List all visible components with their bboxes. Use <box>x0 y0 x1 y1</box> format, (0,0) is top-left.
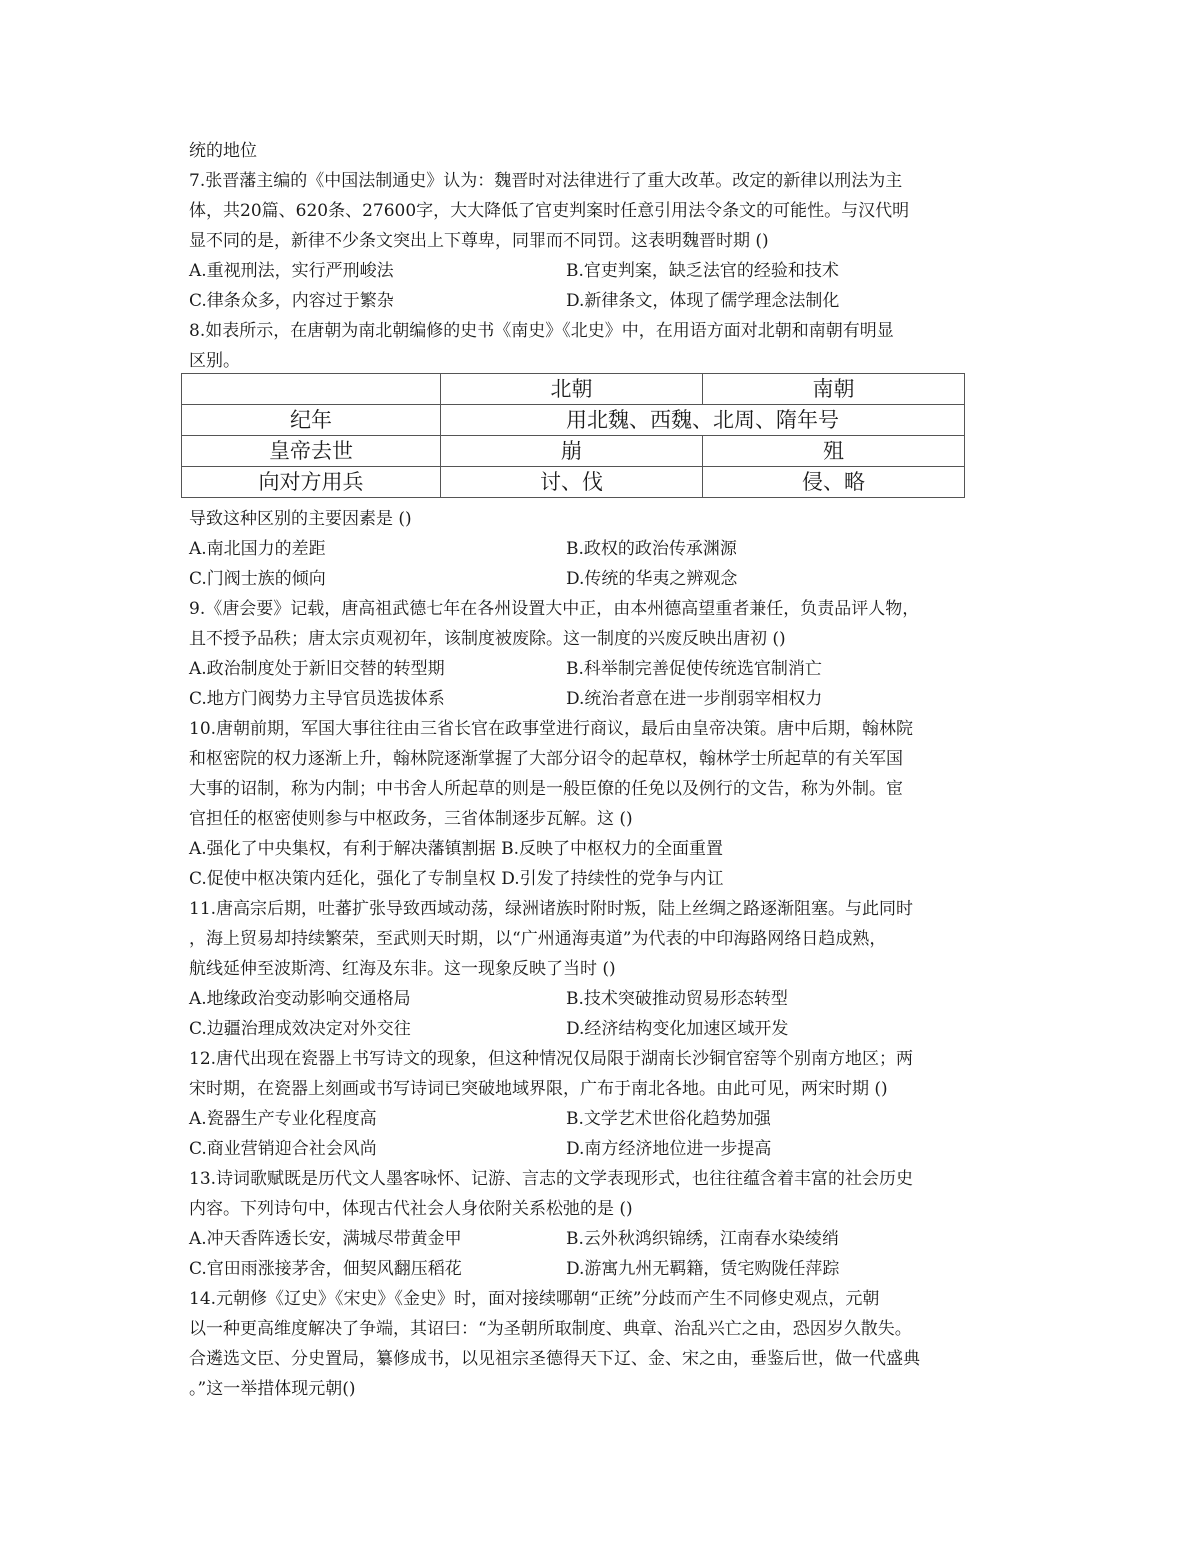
question-9-option-d: D.统治者意在进一步削弱宰相权力 <box>566 689 823 709</box>
table-row-label: 纪年 <box>182 405 441 436</box>
question-10-stem: 大事的诏制，称为内制；中书舍人所起草的则是一般臣僚的任免以及例行的文告，称为外制。宦 <box>189 779 903 799</box>
table-row <box>182 436 965 467</box>
question-12-stem: 宋时期，在瓷器上刻画或书写诗词已突破地域界限，广布于南北各地。由此可见，两宋时期 () <box>189 1079 888 1099</box>
question-11-option-c: C.边疆治理成效决定对外交往 <box>189 1019 411 1039</box>
question-10-stem: 10.唐朝前期，军国大事往往由三省长官在政事堂进行商议，最后由皇帝决策。唐中后期，翰林院 <box>189 719 914 739</box>
question-12-option-a: A.瓷器生产专业化程度高 <box>189 1109 377 1129</box>
question-11-stem: 11.唐高宗后期，吐蕃扩张导致西域动荡，绿洲诸族时附时叛，陆上丝绸之路逐渐阻塞。与此同时 <box>189 899 914 919</box>
question-10-options-ab: A.强化了中央集权，有利于解决藩镇割据 B.反映了中枢权力的全面重置 <box>189 839 723 859</box>
question-10-stem: 官担任的枢密使则参与中枢政务，三省体制逐步瓦解。这 () <box>189 809 633 829</box>
question-8-option-a: A.南北国力的差距 <box>189 539 326 559</box>
question-11-option-a: A.地缘政治变动影响交通格局 <box>189 989 411 1009</box>
question-8-option-b: B.政权的政治传承渊源 <box>566 539 737 559</box>
table-cell <box>182 374 441 405</box>
question-11-option-b: B.技术突破推动贸易形态转型 <box>566 989 788 1009</box>
text-line: 统的地位 <box>189 141 257 161</box>
comparison-table <box>181 373 965 498</box>
question-7-option-a: A.重视刑法，实行严刑峻法 <box>189 261 394 281</box>
question-14-stem: 。”这一举措体现元朝() <box>189 1379 356 1399</box>
question-10-stem: 和枢密院的权力逐渐上升，翰林院逐渐掌握了大部分诏令的起草权，翰林学士所起草的有关军国 <box>189 749 903 769</box>
question-11-stem: ，海上贸易却持续繁荣，至武则天时期，以“广州通海夷道”为代表的中印海路网络日趋成熟， <box>189 929 887 949</box>
question-7-option-b: B.官吏判案，缺乏法官的经验和技术 <box>566 261 839 281</box>
question-7-stem: 显不同的是，新律不少条文突出上下尊卑，同罪而不同罚。这表明魏晋时期 () <box>189 231 769 251</box>
question-13-option-c: C.官田雨涨接茅舍，佃契风翻压稻花 <box>189 1259 462 1279</box>
question-7-stem: 体，共20篇、620条、27600字，大大降低了官吏判案时任意引用法令条文的可能性。与汉代明 <box>189 201 910 221</box>
table-cell: 崩 <box>441 436 703 467</box>
question-14-stem: 14.元朝修《辽史》《宋史》《金史》时，面对接续哪朝“正统”分歧而产生不同修史观点，元朝 <box>189 1289 880 1309</box>
question-12-option-b: B.文学艺术世俗化趋势加强 <box>566 1109 771 1129</box>
question-13-option-b: B.云外秋鸿织锦绣，江南春水染绫绡 <box>566 1229 839 1249</box>
question-9-stem: 9.《唐会要》记载，唐高祖武德七年在各州设置大中正，由本州德高望重者兼任，负责品评人物， <box>189 599 920 619</box>
question-7-option-d: D.新律条文，体现了儒学理念法制化 <box>566 291 840 311</box>
table-row-label: 皇帝去世 <box>182 436 441 467</box>
table-cell: 侵、略 <box>703 467 965 498</box>
table-header-cell: 北朝 <box>441 374 703 405</box>
table-row-label: 向对方用兵 <box>182 467 441 498</box>
question-12-stem: 12.唐代出现在瓷器上书写诗文的现象，但这种情况仅局限于湖南长沙铜官窑等个别南方地区；两 <box>189 1049 914 1069</box>
table-cell: 讨、伐 <box>441 467 703 498</box>
question-9-option-c: C.地方门阀势力主导官员选拔体系 <box>189 689 445 709</box>
question-8-stem: 8.如表所示，在唐朝为南北朝编修的史书《南史》《北史》中，在用语方面对北朝和南朝有明显 <box>189 321 894 341</box>
question-7-option-c: C.律条众多，内容过于繁杂 <box>189 291 394 311</box>
question-12-option-d: D.南方经济地位进一步提高 <box>566 1139 772 1159</box>
question-7-stem: 7.张晋藩主编的《中国法制通史》认为：魏晋时对法律进行了重大改革。改定的新律以刑法为主 <box>189 171 903 191</box>
question-13-stem: 13.诗词歌赋既是历代文人墨客咏怀、记游、言志的文学表现形式，也往往蕴含着丰富的社会历史 <box>189 1169 914 1189</box>
table-row <box>182 374 965 405</box>
table-cell: 殂 <box>703 436 965 467</box>
table-row <box>182 405 965 436</box>
question-11-stem: 航线延伸至波斯湾、红海及东非。这一现象反映了当时 () <box>189 959 616 979</box>
table-row <box>182 467 965 498</box>
question-8-stem: 导致这种区别的主要因素是 () <box>189 509 412 529</box>
question-13-option-d: D.游寓九州无羁籍，赁宅购陇任萍踪 <box>566 1259 840 1279</box>
question-12-option-c: C.商业营销迎合社会风尚 <box>189 1139 377 1159</box>
question-8-option-c: C.门阀士族的倾向 <box>189 569 326 589</box>
table-cell: 用北魏、西魏、北周、隋年号 <box>441 405 965 436</box>
question-11-option-d: D.经济结构变化加速区域开发 <box>566 1019 789 1039</box>
question-8-stem: 区别。 <box>189 351 240 371</box>
question-14-stem: 合遴选文臣、分史置局，纂修成书，以见祖宗圣德得天下辽、金、宋之由，垂鉴后世，做一代盛典 <box>189 1349 920 1369</box>
question-9-option-b: B.科举制完善促使传统选官制消亡 <box>566 659 822 679</box>
question-13-option-a: A.冲天香阵透长安，满城尽带黄金甲 <box>189 1229 462 1249</box>
question-8-option-d: D.传统的华夷之辨观念 <box>566 569 738 589</box>
question-9-stem: 且不授予品秩；唐太宗贞观初年，该制度被废除。这一制度的兴废反映出唐初 () <box>189 629 786 649</box>
question-9-option-a: A.政治制度处于新旧交替的转型期 <box>189 659 445 679</box>
question-14-stem: 以一种更高维度解决了争端，其诏曰：“为圣朝所取制度、典章、治乱兴亡之由，恐因岁久散失。 <box>189 1319 912 1339</box>
table-header-cell: 南朝 <box>703 374 965 405</box>
question-10-options-cd: C.促使中枢决策内廷化，强化了专制皇权 D.引发了持续性的党争与内讧 <box>189 869 724 889</box>
question-13-stem: 内容。下列诗句中，体现古代社会人身依附关系松弛的是 () <box>189 1199 633 1219</box>
